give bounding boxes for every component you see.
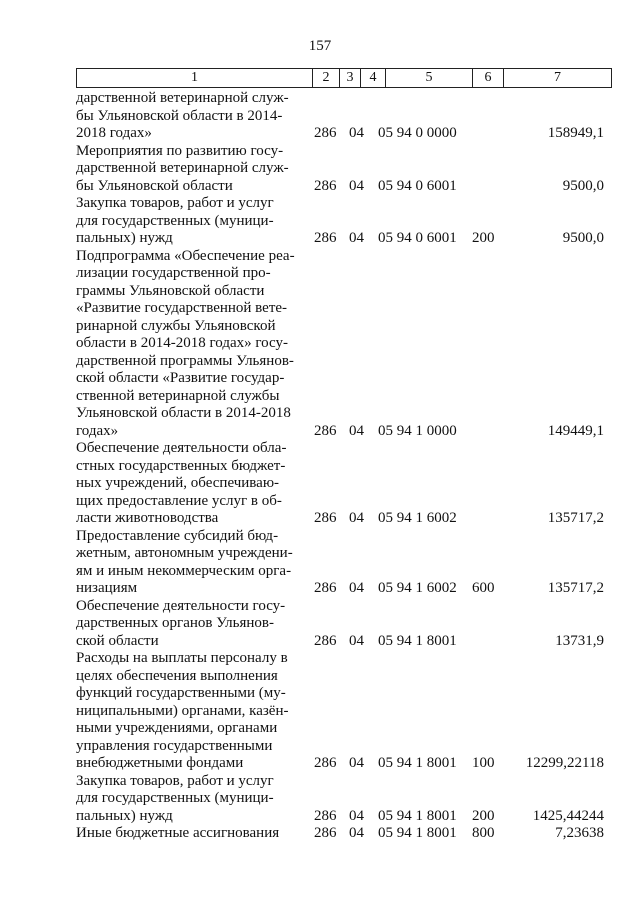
- cell-target-article: 05 94 1 8001: [378, 632, 457, 649]
- cell-target-article: 05 94 0 6001: [378, 177, 457, 194]
- cell-section: 04: [349, 230, 364, 246]
- table-row: [76, 528, 610, 598]
- cell-target-article: 05 94 1 8001: [378, 825, 457, 841]
- cell-code: 286: [314, 125, 337, 141]
- cell-section: 04: [349, 580, 364, 596]
- row-description: Обеспечение деятельности госу- дарственных органов Ульянов- ской области: [76, 597, 286, 649]
- cell-target-article: 05 94 1 6002: [378, 580, 457, 596]
- table-row: [76, 825, 610, 843]
- cell-amount: 12299,22118: [525, 755, 604, 771]
- cell-target-article: 05 94 1 0000: [378, 422, 457, 439]
- cell-code: 286: [314, 580, 337, 596]
- cell-code: 286: [314, 177, 337, 194]
- cell-target-article: 05 94 1 8001: [378, 807, 457, 824]
- table-header: [76, 68, 612, 88]
- cell-code: 286: [314, 755, 337, 771]
- cell-amount: 7,23638: [555, 825, 604, 841]
- cell-code: 286: [314, 510, 337, 526]
- cell-code: 286: [314, 825, 337, 841]
- column-header-2: 2: [313, 69, 340, 88]
- page-number: 157: [308, 38, 332, 54]
- cell-section: 04: [349, 807, 364, 824]
- cell-code: 286: [314, 230, 337, 246]
- table-row: [76, 598, 610, 651]
- table-row: [76, 248, 610, 441]
- cell-amount: 135717,2: [547, 580, 604, 596]
- cell-section: 04: [349, 177, 364, 194]
- row-description: дарственной ветеринарной служ- бы Ульяновской области в 2014- 2018 годах»: [76, 90, 289, 141]
- row-description: Мероприятия по развитию госу- дарственной ветеринарной служ- бы Ульяновской области: [76, 142, 289, 194]
- cell-section: 04: [349, 825, 364, 841]
- budget-table-body: [76, 90, 610, 843]
- cell-section: 04: [349, 755, 364, 771]
- row-description: Предоставление субсидий бюд- жетным, автономным учреждени- ям и иным некоммерческим орга- низациям: [76, 527, 293, 596]
- column-header-1: 1: [77, 69, 313, 88]
- row-description: Закупка товаров, работ и услуг для государственных (муници- пальных) нужд: [76, 772, 274, 824]
- cell-code: 286: [314, 807, 337, 824]
- cell-target-article: 05 94 0 6001: [378, 230, 457, 246]
- column-header-4: 4: [361, 69, 386, 88]
- cell-target-article: 05 94 1 6002: [378, 510, 457, 526]
- cell-expense-type: 100: [472, 755, 495, 771]
- cell-amount: 13731,9: [555, 632, 604, 649]
- table-row: [76, 90, 610, 143]
- cell-section: 04: [349, 125, 364, 141]
- cell-expense-type: 200: [472, 807, 495, 824]
- cell-section: 04: [349, 422, 364, 439]
- row-description: Закупка товаров, работ и услуг для государственных (муници- пальных) нужд: [76, 195, 274, 246]
- cell-amount: 9500,0: [562, 230, 604, 246]
- cell-code: 286: [314, 422, 337, 439]
- column-header-3: 3: [340, 69, 361, 88]
- table-row: [76, 440, 610, 528]
- table-row: [76, 143, 610, 196]
- cell-amount: 1425,44244: [532, 807, 604, 824]
- cell-amount: 149449,1: [547, 422, 604, 439]
- cell-section: 04: [349, 632, 364, 649]
- cell-target-article: 05 94 0 0000: [378, 125, 457, 141]
- cell-expense-type: 200: [472, 230, 495, 246]
- cell-amount: 158949,1: [547, 125, 604, 141]
- table-row: [76, 773, 610, 826]
- row-description: Подпрограмма «Обеспечение реа- лизации государственной про- граммы Ульяновской области «Развитие государственной вете- ринарной службы Ульяновской области в 2014-2018 годах» госу- дарственной программы Ульянов- ской области «Развитие государ- ственной ветеринарной службы Ульяновской области в 2014-2018 годах»: [76, 247, 295, 439]
- table-row: [76, 650, 610, 773]
- column-header-7: 7: [504, 69, 612, 88]
- column-header-5: 5: [386, 69, 473, 88]
- cell-amount: 135717,2: [547, 510, 604, 526]
- column-header-6: 6: [473, 69, 504, 88]
- cell-expense-type: 800: [472, 825, 495, 841]
- cell-section: 04: [349, 510, 364, 526]
- row-description: Расходы на выплаты персоналу в целях обеспечения выполнения функций государственными (му- ниципальными) органами, казён- ными учреждениями, органами управления государственными внебюджетными фондами: [76, 650, 289, 771]
- table-row: [76, 195, 610, 248]
- row-description: Обеспечение деятельности обла- стных государственных бюджет- ных учреждений, обеспечиваю- щих предоставление услуг в об- ласти животноводства: [76, 440, 287, 526]
- row-description: Иные бюджетные ассигнования: [76, 825, 280, 841]
- cell-code: 286: [314, 632, 337, 649]
- cell-expense-type: 600: [472, 580, 495, 596]
- cell-amount: 9500,0: [562, 177, 604, 194]
- cell-target-article: 05 94 1 8001: [378, 755, 457, 771]
